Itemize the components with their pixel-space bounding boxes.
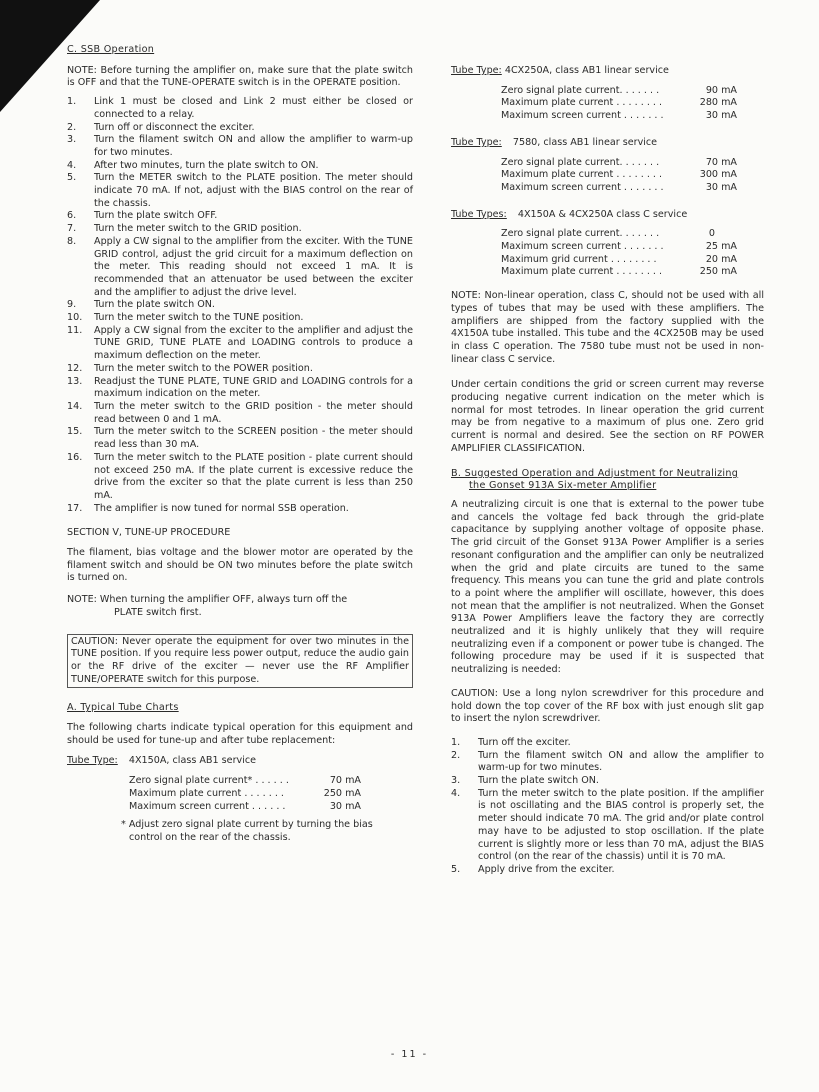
- table-row: Zero signal plate current. . . . . . . 90 mA: [501, 84, 737, 96]
- list-item: 4. After two minutes, turn the plate switch to ON.: [67, 159, 319, 171]
- table-row: Maximum plate current . . . . . . . 250 mA: [129, 787, 361, 799]
- list-item: 5. Turn the METER switch to the PLATE position. The meter should indicate 70 mA. If not, adjust with the BIAS control on the rear of the chassis.: [67, 172, 413, 209]
- table-row: Maximum plate current . . . . . . . . 280 mA: [501, 97, 737, 109]
- list-item: 3. Turn the filament switch ON and allow the amplifier to warm-up for two minutes.: [67, 134, 413, 158]
- tube-type-label: Tube Types:: [451, 208, 507, 220]
- list-item: 13. Readjust the TUNE PLATE, TUNE GRID and LOADING controls for a maximum indication on the meter.: [67, 375, 413, 400]
- tube-type-desc: 7580, class AB1 linear service: [512, 136, 658, 148]
- tube-type-desc: 4X150A, class AB1 service: [128, 755, 257, 767]
- list-item: 7. Turn the meter switch to the GRID position.: [67, 223, 302, 235]
- tube-type-label: Tube Type:: [67, 755, 118, 767]
- table-row: Maximum screen current . . . . . . . 30 mA: [501, 181, 737, 193]
- tube-charts-intro: The following charts indicate typical operation for this equipment and should be used for tune-up and after tube replacement:: [67, 722, 413, 746]
- list-item: 2. Turn the filament switch ON and allow the amplifier to warm-up for two minutes.: [451, 749, 764, 774]
- neutralizing-para: A neutralizing circuit is one that is external to the power tube and cancels the voltage fed back through the grid-plate capacitance by supplying another voltage of opposite phase. The grid circuit of the Gonset 913A Power Amplifier is a series resonant configuration and the amplifier can only be neutralized when the grid and plate circuits are tuned to the same frequency. This means you can tune the grid and plate controls to a point where the amplifier will oscillate, however, this does not mean that the amplifier is not neutralized. When the Gonset 913A Power Amplifiers leave the factory they are correctly neutralized and it is highly unlikely that they will require neutralizing even if a component or power tube is changed. The following procedure may be used if it is suspected that neutralizing is needed:: [451, 498, 764, 676]
- left-column: [67, 44, 413, 845]
- table-row: Zero signal plate current. . . . . . . 70 mA: [501, 156, 737, 168]
- list-item: 16. Turn the meter switch to the PLATE position - plate current should not exceed 250 mA. If the plate current is excessive reduce the drive from the exciter so that the plate current is less than 250 mA.: [67, 451, 413, 501]
- ssb-note: NOTE: Before turning the amplifier on, make sure that the plate switch is OFF and that the TUNE-OPERATE switch is in the OPERATE position.: [67, 64, 413, 89]
- list-item: 3. Turn the plate switch ON.: [451, 775, 599, 787]
- off-note-line-1: NOTE: When turning the amplifier OFF, always turn off the: [67, 594, 348, 606]
- section-v-title: SECTION V, TUNE-UP PROCEDURE: [67, 527, 231, 539]
- table-row: Maximum screen current . . . . . . . 30 mA: [501, 110, 737, 122]
- tube-type-7580: [451, 137, 764, 150]
- tube-type-desc: 4X150A & 4CX250A class C service: [517, 208, 688, 220]
- caution-box: CAUTION: Never operate the equipment for over two minutes in the TUNE position. If you require less power output, reduce the audio gain or the RF drive of the exciter — never use the RF Amplifier TUNE/OPERATE switch for this purpose.: [67, 634, 413, 689]
- neutralizing-heading-line-1: B. Suggested Operation and Adjustment for Neutralizing: [451, 467, 739, 479]
- table-row: Maximum screen current . . . . . . . 25 mA: [501, 241, 737, 253]
- ssb-operation-heading: C. SSB Operation: [67, 44, 155, 55]
- list-item: 1. Link 1 must be closed and Link 2 must either be closed or connected to a relay.: [67, 96, 413, 120]
- tube-charts-heading: A. Typical Tube Charts: [67, 702, 179, 714]
- ssb-steps-list: [67, 96, 413, 515]
- list-item: 12. Turn the meter switch to the POWER position.: [67, 362, 313, 374]
- table-row: Zero signal plate current* . . . . . . 70 mA: [129, 775, 361, 787]
- caution-nylon: CAUTION: Use a long nylon screwdriver for this procedure and hold down the top cover of the RF box with just enough slit gap to insert the nylon screwdriver.: [451, 687, 764, 725]
- list-item: 10. Turn the meter switch to the TUNE position.: [67, 312, 304, 324]
- list-item: 17. The amplifier is now tuned for normal SSB operation.: [67, 502, 349, 514]
- list-item: 9. Turn the plate switch ON.: [67, 299, 215, 311]
- off-note-line-2: PLATE switch first.: [114, 606, 202, 618]
- spec-table-4cx250a: [451, 85, 737, 123]
- spec-table-7580: [451, 157, 737, 195]
- off-note: [67, 594, 413, 619]
- neutralizing-heading: [451, 468, 764, 493]
- list-item: 2. Turn off or disconnect the exciter.: [67, 121, 255, 133]
- tube-type-class-c: [451, 209, 764, 222]
- tube-type-4x150a-ab1: [67, 755, 413, 768]
- table-row: Maximum plate current . . . . . . . . 300 mA: [501, 169, 737, 181]
- list-item: 15. Turn the meter switch to the SCREEN position - the meter should read less than 30 mA.: [67, 426, 413, 451]
- tube-type-label: Tube Type:: [451, 136, 502, 148]
- table-row: Maximum screen current . . . . . . 30 mA: [129, 800, 361, 812]
- right-column: [451, 65, 764, 877]
- footnote-bias: * Adjust zero signal plate current by turning the bias control on the rear of the chassis.: [121, 819, 373, 843]
- section-v-text: The filament, bias voltage and the blower motor are operated by the filament switch and should be ON two minutes before the plate switch is turned on.: [67, 547, 413, 584]
- list-item: 8. Apply a CW signal to the amplifier from the exciter. With the TUNE GRID control, adjust the grid circuit for a maximum deflection on the meter. This reading should not exceed 1 mA. It is recommended that an attenuator be used between the exciter and the amplifier to adjust the drive level.: [67, 235, 413, 298]
- page-number: - 11 -: [390, 1049, 429, 1060]
- spec-table-class-c: [451, 228, 737, 279]
- grid-current-para: Under certain conditions the grid or screen current may reverse producing negative current indication on the meter which is normal for most tetrodes. In linear operation the grid current may be from negative to a maximum of plus one. Zero grid current is normal and desired. See the section on RF POWER AMPLIFIER CLASSIFICATION.: [451, 379, 764, 454]
- spec-table-4x150a: [67, 775, 361, 813]
- neutralizing-steps-list: [451, 737, 764, 877]
- list-item: 5. Apply drive from the exciter.: [451, 863, 615, 875]
- tube-type-label: Tube Type:: [451, 65, 502, 76]
- table-row: Zero signal plate current. . . . . . . 0: [501, 228, 715, 240]
- list-item: 14. Turn the meter switch to the GRID position - the meter should read between 0 and 1 mA.: [67, 400, 413, 425]
- tube-type-desc: 4CX250A, class AB1 linear service: [504, 65, 669, 76]
- list-item: 4. Turn the meter switch to the plate position. If the amplifier is not oscillating and the BIAS control is properly set, the meter should indicate 70 mA. The grid and/or plate control may have to be adjusted to stop oscillation. If the plate current is slightly more or less than 70 mA, adjust the BIAS control (on the rear of the chassis) until it is 70 mA.: [451, 787, 764, 863]
- tube-type-4cx250a-ab1: [451, 65, 764, 78]
- nonlinear-note: NOTE: Non-linear operation, class C, should not be used with all types of tubes that may be used with these amplifiers. The amplifiers are shipped from the factory supplied with the 4X150A tube installed. This tube and the 4CX250B may be used in class C operation. The 7580 tube must not be used in non-linear class C service.: [451, 290, 764, 365]
- table-row: Maximum plate current . . . . . . . . 250 mA: [501, 266, 737, 278]
- list-item: 6. Turn the plate switch OFF.: [67, 210, 218, 222]
- neutralizing-heading-line-2: the Gonset 913A Six-meter Amplifier: [469, 480, 657, 492]
- table-row: Maximum grid current . . . . . . . . 20 mA: [501, 253, 737, 265]
- list-item: 11. Apply a CW signal from the exciter to the amplifier and adjust the TUNE GRID, TUNE PLATE and LOADING controls to produce a maximum deflection on the meter.: [67, 324, 413, 362]
- list-item: 1. Turn off the exciter.: [451, 736, 571, 748]
